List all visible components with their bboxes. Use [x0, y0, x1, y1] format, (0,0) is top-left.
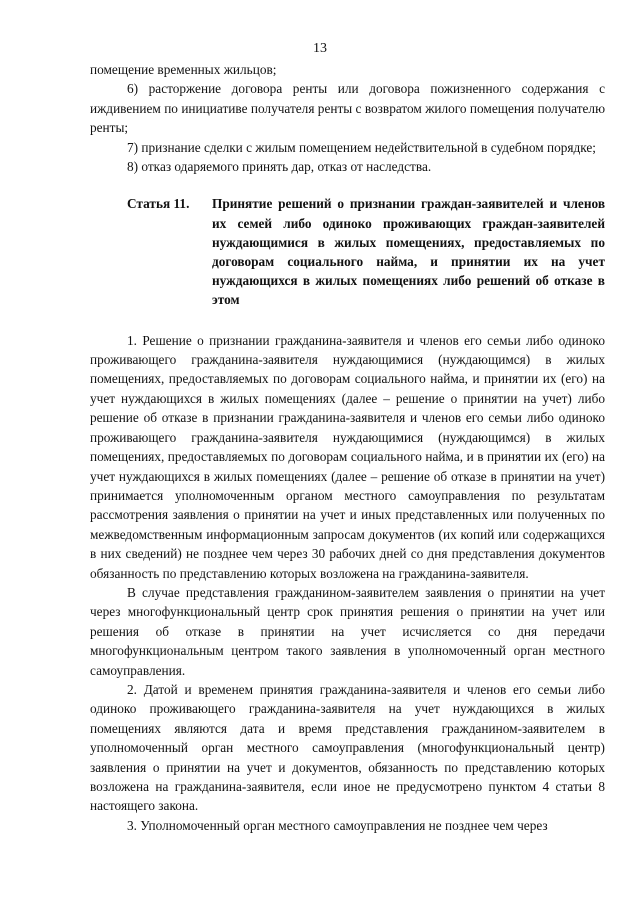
paragraph: 3. Уполномоченный орган местного самоуправления не позднее чем через: [127, 817, 548, 833]
article-title: Принятие решений о признании граждан-заявителей и членов их семей либо одиноко проживающих граждан-заявителей нуждающимися в жилых помещениях, предоставляемых по договорам социального найма, и принятии их на учет нуждающихся в жилых помещениях либо решений об отказе в этом: [212, 196, 605, 308]
paragraph: В случае представления гражданином-заявителем заявления о принятии на учет через многофункциональный центр срок принятия решения о принятии на учет или решения об отказе в принятии на учет исчисляется со дня передачи многофункциональным центром такого заявления в уполномоченный орган местного самоуправления.: [90, 584, 605, 678]
page-content: [90, 60, 605, 835]
paragraph: 7) признание сделки с жилым помещением недействительной в судебном порядке;: [127, 139, 596, 155]
paragraph: 2. Датой и временем принятия гражданина-заявителя и членов его семьи либо одиноко проживающего гражданина-заявителя на учет нуждающихся в жилых помещениях являются дата и время представления гражданином-заявителем в уполномоченный орган местного самоуправления (многофункциональный центр) заявления о принятии на учет и документов, обязанность по представлению которых возложена на гражданина-заявителя, если иное не предусмотрено пунктом 4 статьи 8 настоящего закона.: [90, 681, 605, 814]
article-heading: [90, 194, 605, 309]
paragraph: 1. Решение о признании гражданина-заявителя и членов его семьи либо одиноко проживающего гражданина-заявителя нуждающимися (нуждающимся) в жилых помещениях, предоставляемых по договорам социального найма, и принятии их (его) на учет нуждающихся в жилых помещениях (далее – решение о принятии на учет) либо решение об отказе в признании гражданина-заявителя и членов его семьи либо одиноко проживающего гражданина-заявителя нуждающимися (нуждающимся) в жилых помещениях, предоставляемых по договорам социального найма, и в принятии их (его) на учет нуждающихся в жилых помещениях (далее – решение об отказе в принятии на учет) принимается уполномоченным органом местного самоуправления по результатам рассмотрения заявления о принятии на учет и иных представленных или полученных по межведомственным информационным запросам документов (их копий или содержащихся в них сведений) не позднее чем через 30 рабочих дней со дня представления документов обязанность по представлению которых возложена на гражданина-заявителя.: [90, 332, 605, 581]
paragraph: 8) отказ одаряемого принять дар, отказ от наследства.: [127, 159, 432, 175]
paragraph: помещение временных жильцов;: [90, 62, 277, 77]
page-number: 13: [313, 41, 327, 56]
article-number: Статья 11.: [127, 196, 190, 212]
paragraph: 6) расторжение договора ренты или договора пожизненного содержания с иждивением по инициативе получателя ренты с возвратом жилого помещения получателю ренты;: [90, 81, 605, 136]
